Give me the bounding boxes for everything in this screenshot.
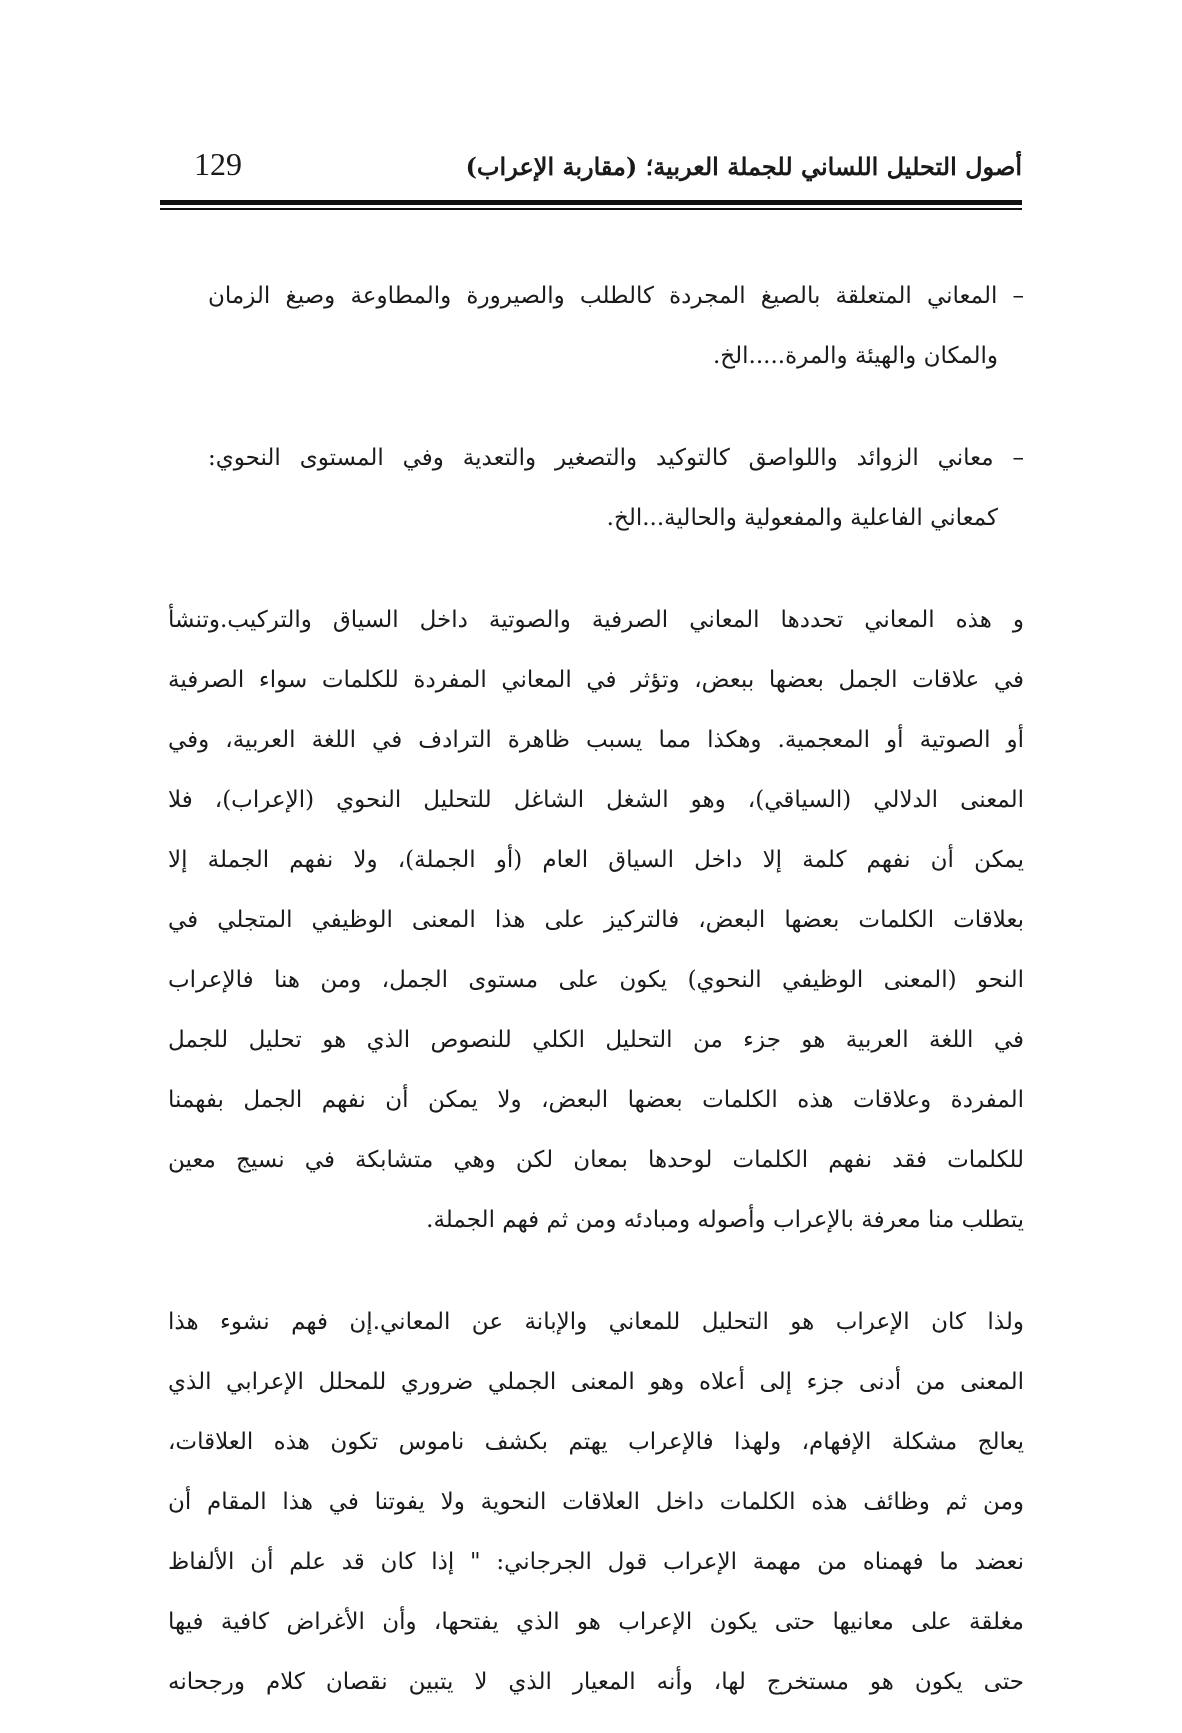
header-rule-thick: [160, 200, 1022, 205]
text-line: و هذه المعاني تحددها المعاني الصرفية والصوتية داخل السياق والتركيب.وتنشأ: [168, 607, 1024, 633]
text-line: المفردة وعلاقات هذه الكلمات بعضها البعض، ولا يمكن أن نفهم الجمل بفهمنا: [168, 1087, 1024, 1113]
text-line: للكلمات فقد نفهم الكلمات لوحدها بمعان لكن وهي متشابكة في نسيج معين: [168, 1147, 1024, 1173]
text-line: المعنى الدلالي (السياقي)، وهو الشغل الشاغل للتحليل النحوي (الإعراب)، فلا: [168, 787, 1024, 813]
running-title: أصول التحليل اللساني للجملة العربية؛ (مقاربة الإعراب): [465, 152, 1022, 181]
text-line: يتطلب منا معرفة بالإعراب وأصوله ومبادئه ومن ثم فهم الجملة.: [426, 1207, 1024, 1233]
text-line: أو الصوتية أو المعجمية. وهكذا مما يسبب ظاهرة الترادف في اللغة العربية، وفي: [168, 727, 1024, 753]
text-line: نعضد ما فهمناه من مهمة الإعراب قول الجرجاني: " إذا كان قد علم أن الألفاظ: [168, 1549, 1024, 1575]
body-paragraph-2: [168, 1292, 1024, 1712]
text-line: – المعاني المتعلقة بالصيغ المجردة كالطلب والصيرورة والمطاوعة وصيغ الزمان: [208, 283, 1024, 309]
text-line: – معاني الزوائد واللواصق كالتوكيد والتصغير والتعدية وفي المستوى النحوي:: [208, 445, 1024, 471]
page-number: 129: [194, 146, 242, 182]
text-line: ومن ثم وظائف هذه الكلمات داخل العلاقات النحوية ولا يفوتنا في هذا المقام أن: [168, 1489, 1024, 1515]
text-line: يعالج مشكلة الإفهام، ولهذا فالإعراب يهتم بكشف ناموس تكون هذه العلاقات،: [168, 1429, 1024, 1455]
text-line: حتى يكون هو مستخرج لها، وأنه المعيار الذي لا يتبين نقصان كلام ورجحانه: [168, 1669, 1024, 1695]
text-line: والمكان والهيئة والمرة.....الخ.: [713, 343, 998, 369]
header-rule-thin: [160, 208, 1022, 210]
text-line: النحو (المعنى الوظيفي النحوي) يكون على مستوى الجمل، ومن هنا فالإعراب: [168, 967, 1024, 993]
page-body: [168, 266, 1024, 1712]
text-line: المعنى من أدنى جزء إلى أعلاه وهو المعنى الجملي ضروري للمحلل الإعرابي الذي: [168, 1369, 1024, 1395]
text-line: بعلاقات الكلمات بعضها البعض، فالتركيز على هذا المعنى الوظيفي المتجلي في: [168, 907, 1024, 933]
bullet-paragraph-1: [168, 266, 1024, 386]
page-header: [160, 146, 1022, 200]
bullet-paragraph-2: [168, 428, 1024, 548]
text-line: كمعاني الفاعلية والمفعولية والحالية...الخ.: [606, 505, 998, 531]
text-line: في علاقات الجمل بعضها ببعض، وتؤثر في المعاني المفردة للكلمات سواء الصرفية: [168, 667, 1024, 693]
text-line: ولذا كان الإعراب هو التحليل للمعاني والإبانة عن المعاني.إن فهم نشوء هذا: [168, 1309, 1024, 1335]
text-line: يمكن أن نفهم كلمة إلا داخل السياق العام (أو الجملة)، ولا نفهم الجملة إلا: [168, 847, 1024, 873]
text-line: مغلقة على معانيها حتى يكون الإعراب هو الذي يفتحها، وأن الأغراض كافية فيها: [168, 1609, 1024, 1635]
text-line: في اللغة العربية هو جزء من التحليل الكلي للنصوص الذي هو تحليل للجمل: [168, 1027, 1024, 1053]
body-paragraph-1: [168, 590, 1024, 1250]
